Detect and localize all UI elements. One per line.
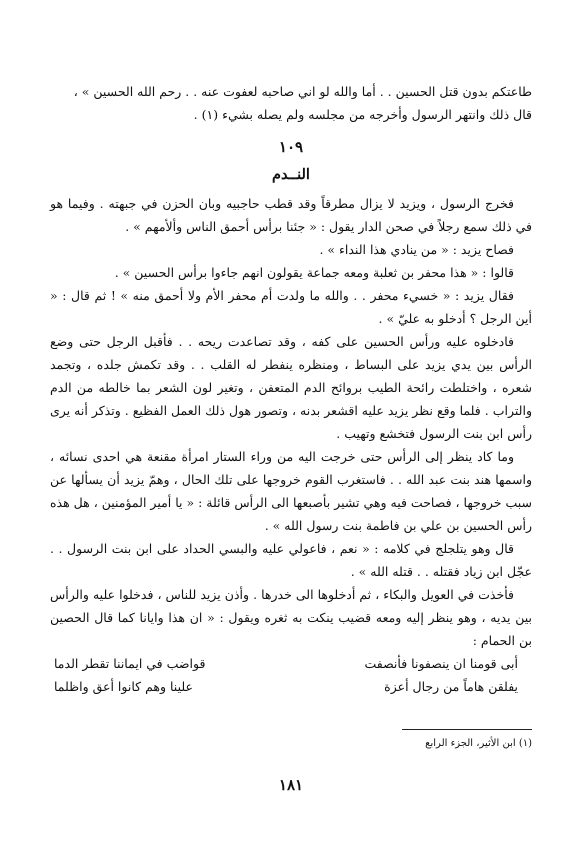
poem-verse-1-second-hemistich: قواضب في ايماننا تقطر الدما <box>54 656 206 671</box>
paragraph-6: وما كاد ينظر إلى الرأس حتى خرجت اليه من وراء الستار امرأة مقنعة هي احدى نسائه ، واسمها هند بنت عبد الله . . فاستغرب القوم خروجها على تلك الحال ، وهمّ يزيد أن يسألها عن سبب خروجها ، فصاحت فيه وهي تشير بأصبعها الى الرأس قائلة : « يا أمير المؤمنين ، هل هذه رأس الحسين بن علي بن فاطمة بنت رسول الله » . <box>50 449 532 533</box>
footnote-divider <box>402 729 532 730</box>
paragraph-5: فادخلوه عليه ورأس الحسين على كفه ، وقد تصاعدت ريحه . . فأقبل الرجل حتى وضع الرأس بين يدي يزيد على البساط ، ومنظره ينفطر له القلب . . وقد تكمش جلده ، وتجمد شعره ، واختلطت رائحة الطيب بروائح الدم المتعفن ، وتغير لون الشعر بما خالطه من الدم والتراب . فلما وقع نظر يزيد عليه اقشعر بدنه ، وتصور هول ذلك العمل الفظيع . وتذكر أنه يرى رأس ابن بنت الرسول فتخشع وتهيب . <box>50 334 532 441</box>
paragraph-7: قال وهو يتلجلج في كلامه : « نعم ، فاعولي عليه والبسي الحداد على ابن بنت الرسول . . عجّل ابن زياد فقتله . . قتله الله » . <box>50 541 532 579</box>
section-number: ١٠٩ <box>278 138 304 156</box>
poem-verse-1 <box>50 652 532 675</box>
page-number: ١٨١ <box>278 776 304 794</box>
poem-verse-2-first-hemistich: يفلقن هاماً من رجال أعزة <box>384 679 518 694</box>
paragraph-2: فصاح يزيد : « من ينادي هذا النداء » . <box>319 242 514 257</box>
poem-verse-2 <box>50 675 532 698</box>
paragraph-4: فقال يزيد : « خسيء محفر . . والله ما ولدت أم محفر الأم ولا أحمق منه » ! ثم قال : « أين الرجل ؟ أدخلو به عليّ » . <box>50 288 532 326</box>
paragraph-1: فخرج الرسول ، ويزيد لا يزال مطرقاً وقد قطب حاجبيه وبان الحزن في جبهته . وفيما هو في ذلك سمع رجلاً في صحن الدار يقول : « جئنا برأس أحمق الناس وألأمهم » . <box>50 196 532 234</box>
poem-verse-2-second-hemistich: علينا وهم كانوا أعق واظلما <box>54 679 193 694</box>
poem-verse-1-first-hemistich: أبى قومنا ان ينصفونا فأنصفت <box>364 656 518 671</box>
section-title: النــدم <box>272 166 310 183</box>
paragraph-8: فأخذت في العويل والبكاء ، ثم أدخلوها الى خدرها . وأذن يزيد للناس ، فدخلوا عليه والرأس بين يديه ، وهو ينظر إليه ومعه قضيب ينكت به ثغره ويقول : « ان هذا وايانا كما قال الحصين بن الحمام : <box>50 587 532 648</box>
top-line-1: طاعتكم بدون قتل الحسين . . أما والله لو اني صاحبه لعفوت عنه . . رحم الله الحسين » ، <box>73 84 532 99</box>
paragraph-3: قالوا : « هذا محفر بن ثعلبة ومعه جماعة يقولون انهم جاءوا برأس الحسين » . <box>114 265 514 280</box>
page-body <box>50 80 532 698</box>
footnote: (١) ابن الأثير، الجزء الرابع <box>425 738 532 749</box>
top-line-2: قال ذلك وانتهر الرسول وأخرجه من مجلسه ولم يصله بشيء (١) . <box>193 107 532 122</box>
